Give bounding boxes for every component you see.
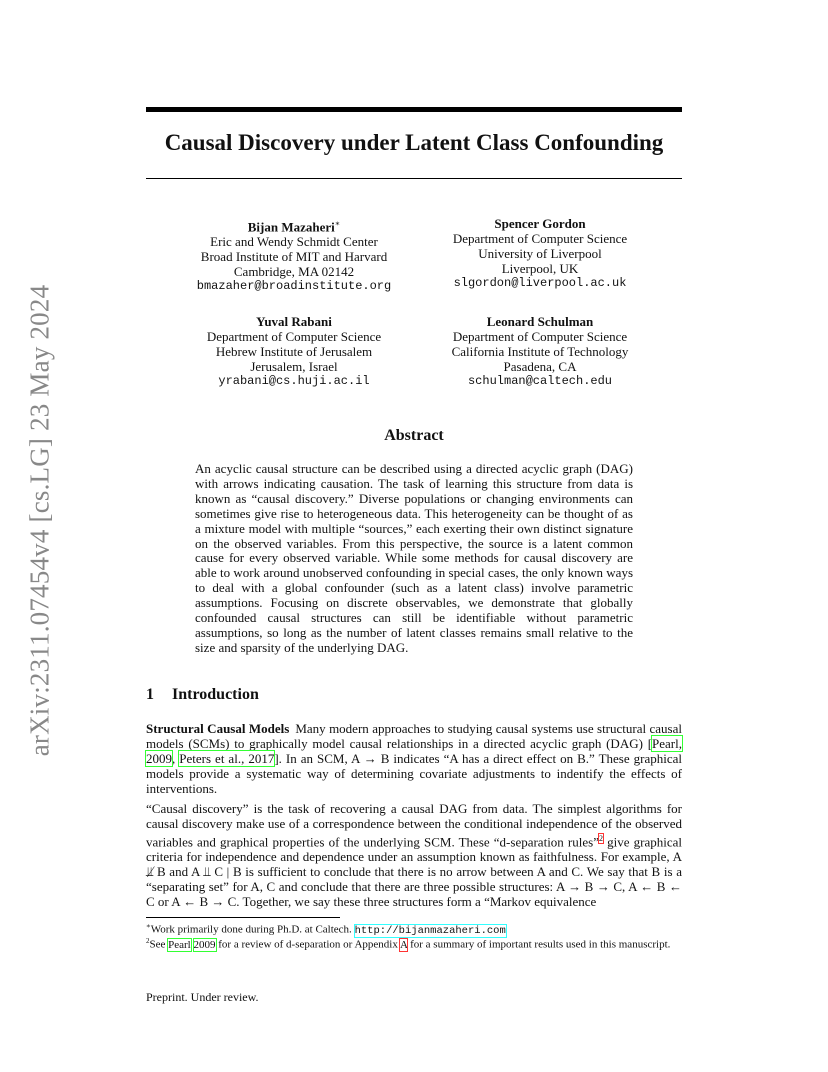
citation-link[interactable]: 2009 [193,938,216,951]
author-block-schulman [430,314,650,389]
footnote-text: Work primarily done during Ph.D. at Caltech. [150,923,352,936]
author-affiliation-line: Jerusalem, Israel [250,359,338,374]
section-number: 1 [146,686,154,703]
author-affiliation-line: Eric and Wendy Schmidt Center [210,234,378,250]
section-heading [146,686,682,704]
author-affiliation-line: Liverpool, UK [501,261,579,276]
footnote-text: for a summary of important results used in this manuscript. [407,938,671,951]
author-affiliation-line: Department of Computer Science [452,231,628,246]
citation-link[interactable]: Pearl [168,938,191,951]
footnote-mark: ∗ [146,922,151,930]
author-email[interactable]: yrabani@cs.huji.ac.il [218,374,370,388]
author-affiliation-line: Department of Computer Science [206,329,382,344]
author-name: Leonard Schulman [486,314,594,329]
author-block-mazaheri [186,216,402,294]
paragraph-text: give graphical criteria for independence and dependence under an assumption known as faithfulness. For example, A ⫫̸ B and A ⫫ C | B is sufficient to conclude that there is no arrow between A and C. We say that B is a “separating set” for A, C and conclude that there are three possible structures: A → B → C, A ← B ← C or A ← B → C. Together, we say these three structures form a “Markov equivalence [146,834,682,909]
paper-title: Causal Discovery under Latent Class Confounding [164,130,664,155]
author-block-rabani [186,314,402,389]
footnote-rule [146,917,340,918]
footnote-url-link[interactable]: http://bijanmazaheri.com [354,924,506,937]
abstract-text: An acyclic causal structure can be described using a directed acyclic graph (DAG) with arrows indicating causation. The task of learning this structure from data is known as “causal discovery.” Diverse populations or changing environments can sometimes give rise to heterogeneous data. This heterogeneity can be thought of as a mixture model with multiple “sources,” each exerting their own distinct signature on the observed variables. From this perspective, the source is a latent common cause for every observed variable. While some methods for causal discovery are able to work around unobserved confounding in special cases, the only known ways to deal with a global confounder (such as a latent class) involve parametric assumptions. Focusing on discrete observables, we demonstrate that globally confounded causal structures can still be identifiable without parametric assumptions, so long as the number of latent classes remains small relative to the size and sparsity of the underlying DAG. [195,461,633,655]
author-name: Bijan Mazaheri [247,219,335,235]
paragraph-runin-heading: Structural Causal Models [146,721,290,736]
paragraph-text: ]. In an SCM, A → B indicates “A has a direct effect on B.” These graphical models provide a systematic way of determining covariate adjustments to indentify the effects of interventions. [146,750,682,796]
footnote-reference-link[interactable]: 2 [598,833,603,843]
author-email[interactable]: bmazaher@broadinstitute.org [196,279,392,294]
author-email[interactable]: slgordon@liverpool.ac.uk [453,276,627,290]
author-affiliation-line: Department of Computer Science [452,329,628,344]
citation-link[interactable]: Peters et al., 2017 [179,750,275,766]
author-affiliation-line: Pasadena, CA [503,359,577,374]
title-bottom-rule [146,178,682,179]
citation-separator: , [172,750,180,766]
footnote-text: for a review of d-separation or Appendix [215,938,400,951]
footnote-2 [146,935,682,952]
page-footer: Preprint. Under review. [146,990,259,1004]
section-title: Introduction [172,686,259,703]
paragraph-text: “Causal discovery” is the task of recovering a causal DAG from data. The simplest algorithms for causal discovery make use of a correspondence between the conditional independence of the observed variables and graphical properties of the underlying SCM. These “d-separation rules” [146,801,682,850]
author-affiliation-line: California Institute of Technology [451,344,629,359]
author-affiliation-line: University of Liverpool [478,246,602,261]
author-affiliation-line: Broad Institute of MIT and Harvard [200,249,388,265]
author-affiliation-line: Cambridge, MA 02142 [233,264,355,280]
author-name: Yuval Rabani [256,314,332,329]
paragraph-text: Many modern approaches to studying causal systems use structural causal models (SCMs) to graphically model causal relationships in a directed acyclic graph (DAG) [ [146,721,682,751]
author-email[interactable]: schulman@caltech.edu [467,374,613,388]
author-block-gordon [430,216,650,291]
title-top-rule [146,107,682,112]
intro-paragraph-2 [146,802,682,910]
arxiv-sidebar-stamp [22,280,58,760]
arxiv-identifier: arXiv:2311.07454v4 [cs.LG] 23 May 2024 [24,284,55,756]
abstract-heading: Abstract [384,427,444,444]
author-footnote-mark: ∗ [334,219,341,228]
appendix-link[interactable]: A [400,938,408,951]
intro-paragraph-1 [146,722,682,797]
footnote-text: See [149,938,169,951]
author-name: Spencer Gordon [494,216,586,231]
footnote-mark: 2 [146,937,150,945]
author-affiliation-line: Hebrew Institute of Jerusalem [215,344,373,359]
citation-link[interactable]: Pearl, 2009 [146,735,682,766]
